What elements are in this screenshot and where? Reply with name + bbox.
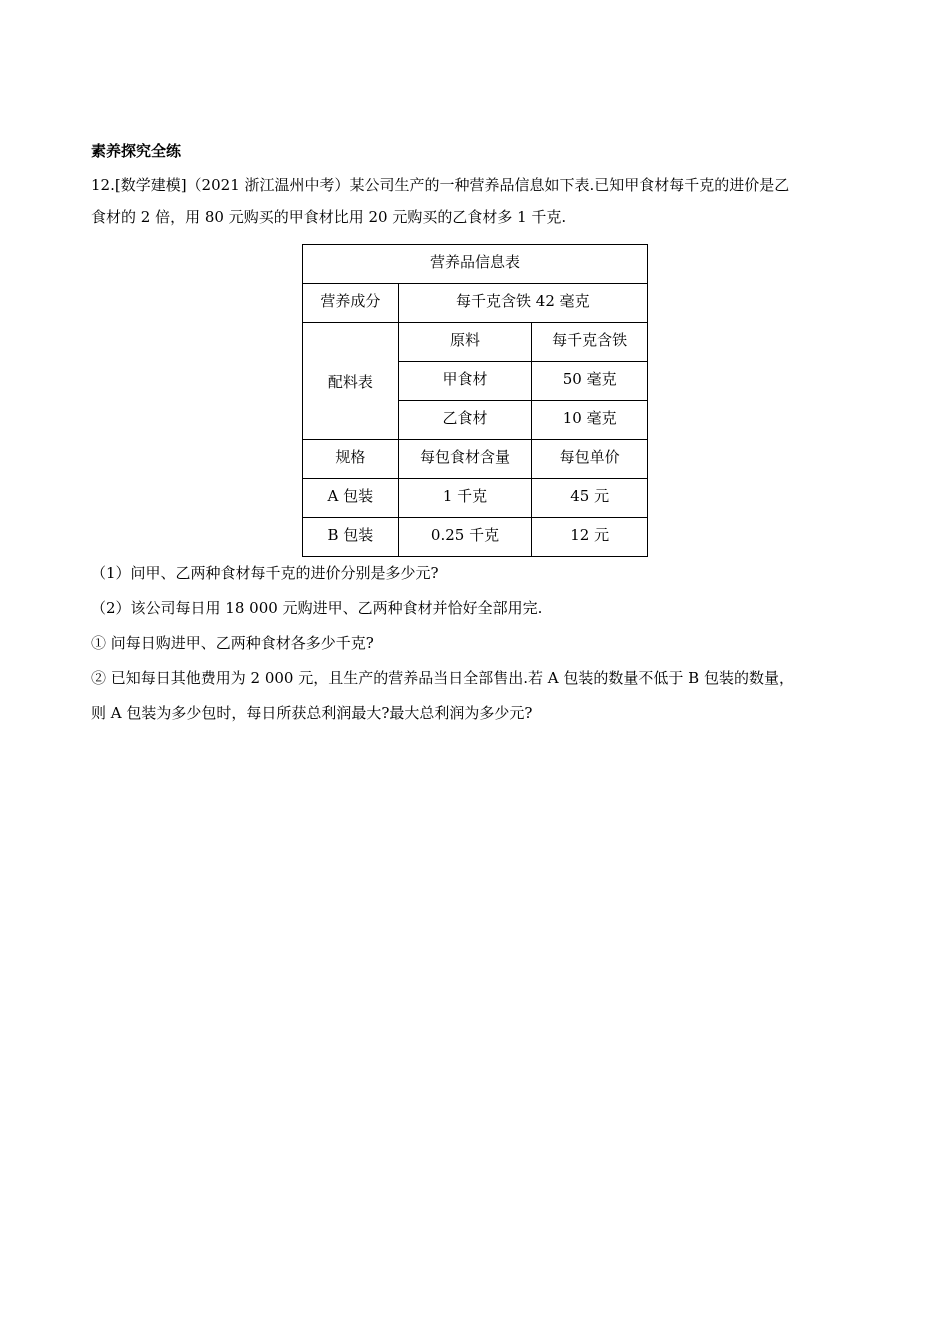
table-cell: A 包装 xyxy=(303,479,399,518)
table-row xyxy=(303,245,648,284)
table-cell: 10 毫克 xyxy=(532,401,648,440)
table-cell: 每包单价 xyxy=(532,440,648,479)
table-cell: 12 元 xyxy=(532,518,648,557)
table-title: 营养品信息表 xyxy=(303,245,648,284)
table-cell: 原料 xyxy=(398,323,532,362)
table-row xyxy=(303,518,648,557)
nutrient-value: 每千克含铁 42 毫克 xyxy=(398,284,647,323)
table-row xyxy=(303,284,648,323)
table-cell: 1 千克 xyxy=(398,479,532,518)
question-2: （2）该公司每日用 18 000 元购进甲、乙两种食材并恰好全部用完. xyxy=(91,599,543,617)
question-1: （1）问甲、乙两种食材每千克的进价分别是多少元? xyxy=(91,564,439,582)
table-cell: 50 毫克 xyxy=(532,362,648,401)
questions-block xyxy=(91,556,861,731)
nutrition-info-table xyxy=(302,244,648,557)
table-row xyxy=(303,479,648,518)
table-cell: 乙食材 xyxy=(398,401,532,440)
question-2-part-2-line-1: ② 已知每日其他费用为 2 000 元，且生产的营养品当日全部售出.若 A 包装的数量不低于 B 包装的数量， xyxy=(91,669,794,687)
table-row xyxy=(303,323,648,362)
table-cell: 甲食材 xyxy=(398,362,532,401)
table-cell: 规格 xyxy=(303,440,399,479)
recipe-label: 配料表 xyxy=(303,323,399,440)
document-page xyxy=(91,138,861,722)
table-row xyxy=(303,440,648,479)
table-cell: 每包食材含量 xyxy=(398,440,532,479)
section-title: 素养探究全练 xyxy=(91,142,182,160)
table-cell: 每千克含铁 xyxy=(532,323,648,362)
question-2-part-1: ① 问每日购进甲、乙两种食材各多少千克? xyxy=(91,634,374,652)
table-cell: B 包装 xyxy=(303,518,399,557)
question-2-part-2-line-2: 则 A 包装为多少包时，每日所获总利润最大?最大总利润为多少元? xyxy=(91,704,533,722)
nutrient-label: 营养成分 xyxy=(303,284,399,323)
problem-line-2: 食材的 2 倍，用 80 元购买的甲食材比用 20 元购买的乙食材多 1 千克. xyxy=(91,208,567,226)
table-cell: 45 元 xyxy=(532,479,648,518)
table-cell: 0.25 千克 xyxy=(398,518,532,557)
problem-line-1: 12.[数学建模]（2021 浙江温州中考）某公司生产的一种营养品信息如下表.已知甲食材每千克的进价是乙 xyxy=(91,176,790,194)
